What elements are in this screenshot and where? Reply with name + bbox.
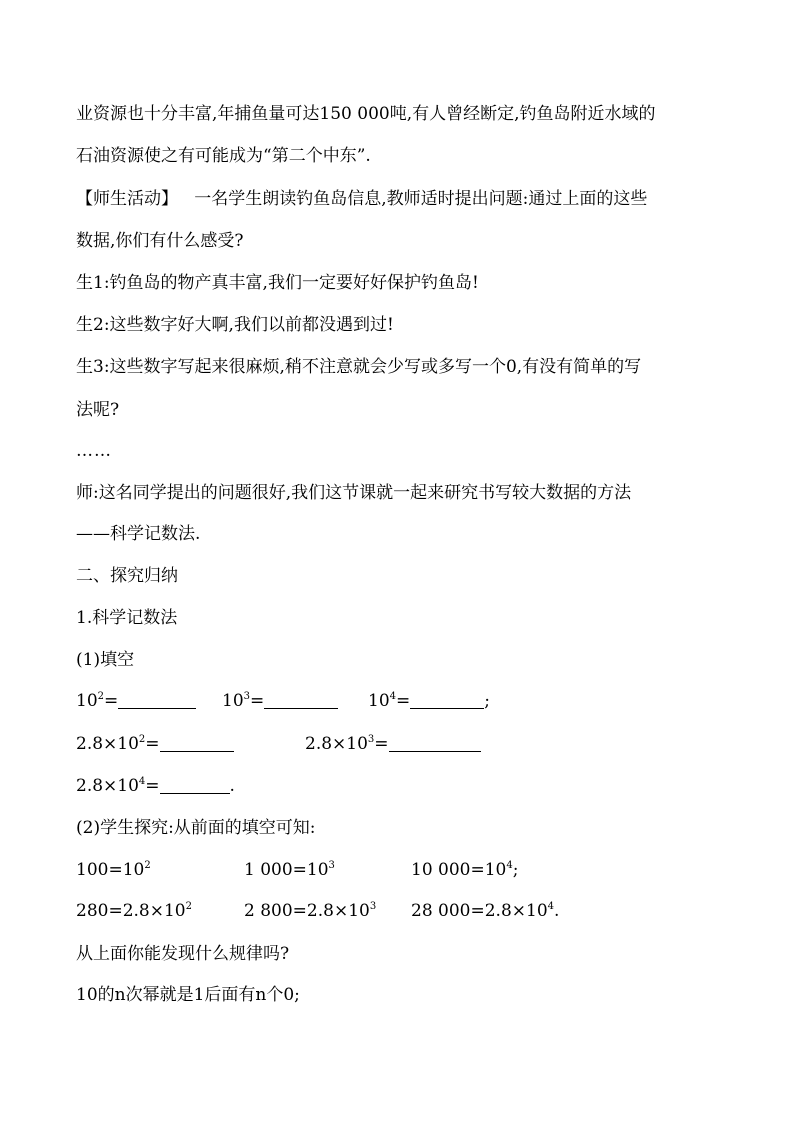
paragraph-activity	[76, 188, 647, 210]
student-1: 生1:钓鱼岛的物产真丰富,我们一定要好好保护钓鱼岛!	[76, 273, 479, 293]
answer-blank[interactable]	[118, 692, 196, 709]
explore-row-2	[0, 900, 794, 926]
fill-item-e: $2.8\times 10^3=$	[305, 733, 481, 755]
fill-item-f: $2.8\times 10^4=$ .	[76, 776, 235, 796]
explore-item-b: 1 $000=10^3$	[244, 860, 335, 880]
teacher-line: 师:这名同学提出的问题很好,我们这节课就一起来研究书写较大数据的方法	[76, 483, 632, 503]
student-3: 生3:这些数字写起来很麻烦,稍不注意就会少写或多写一个0,有没有简单的写	[76, 357, 642, 377]
fill-item-c: $10^4=$ ;	[368, 691, 490, 711]
fill-row-1	[0, 690, 794, 716]
explore-item-c: 10 $000=10^4$;	[411, 860, 519, 880]
explore-row-1	[0, 859, 794, 885]
question: 从上面你能发现什么规律吗?	[76, 944, 290, 964]
student-2: 生2:这些数字好大啊,我们以前都没遇到过!	[76, 315, 394, 335]
teacher-line-cont: ——科学记数法.	[76, 524, 201, 544]
student-3-cont: 法呢?	[76, 400, 120, 420]
fill-item-a: $10^2=$	[76, 690, 196, 712]
explore-item-a: $100=10^2$	[76, 860, 151, 880]
activity-tag: 【师生活动】	[76, 189, 178, 209]
answer-blank[interactable]	[389, 735, 481, 752]
explore-item-d: $280=2.8\times 10^2$	[76, 901, 192, 921]
answer-blank[interactable]	[160, 777, 230, 794]
rule: 10的n次幂就是1后面有n个0;	[76, 985, 300, 1005]
fill-in-title: (1)填空	[76, 650, 135, 670]
fill-item-d: $2.8\times 10^2=$	[76, 733, 234, 755]
answer-blank[interactable]	[264, 692, 338, 709]
fill-item-b: $10^3=$	[222, 690, 338, 712]
paragraph-oil: 石油资源使之有可能成为“第二个中东”.	[76, 146, 371, 166]
answer-blank[interactable]	[160, 735, 234, 752]
explore-item-e: 2 $800=2.8\times 10^3$	[244, 901, 377, 921]
subsection-heading: 1.科学记数法	[76, 608, 178, 628]
ellipsis: ……	[76, 441, 112, 461]
activity-text: 一名学生朗读钓鱼岛信息,教师适时提出问题:通过上面的这些	[178, 189, 648, 209]
answer-blank[interactable]	[410, 692, 484, 709]
paragraph-feeling: 数据,你们有什么感受?	[76, 231, 244, 251]
paragraph-fishery: 业资源也十分丰富,年捕鱼量可达150 000吨,有人曾经断定,钓鱼岛附近水域的	[76, 104, 656, 124]
explore-item-f: 28 $000=2.8\times 10^4$.	[411, 901, 560, 921]
fill-row-2	[0, 733, 794, 759]
section-heading: 二、探究归纳	[76, 566, 178, 586]
explore-title: (2)学生探究:从前面的填空可知:	[76, 818, 316, 838]
fill-row-3	[0, 775, 794, 801]
